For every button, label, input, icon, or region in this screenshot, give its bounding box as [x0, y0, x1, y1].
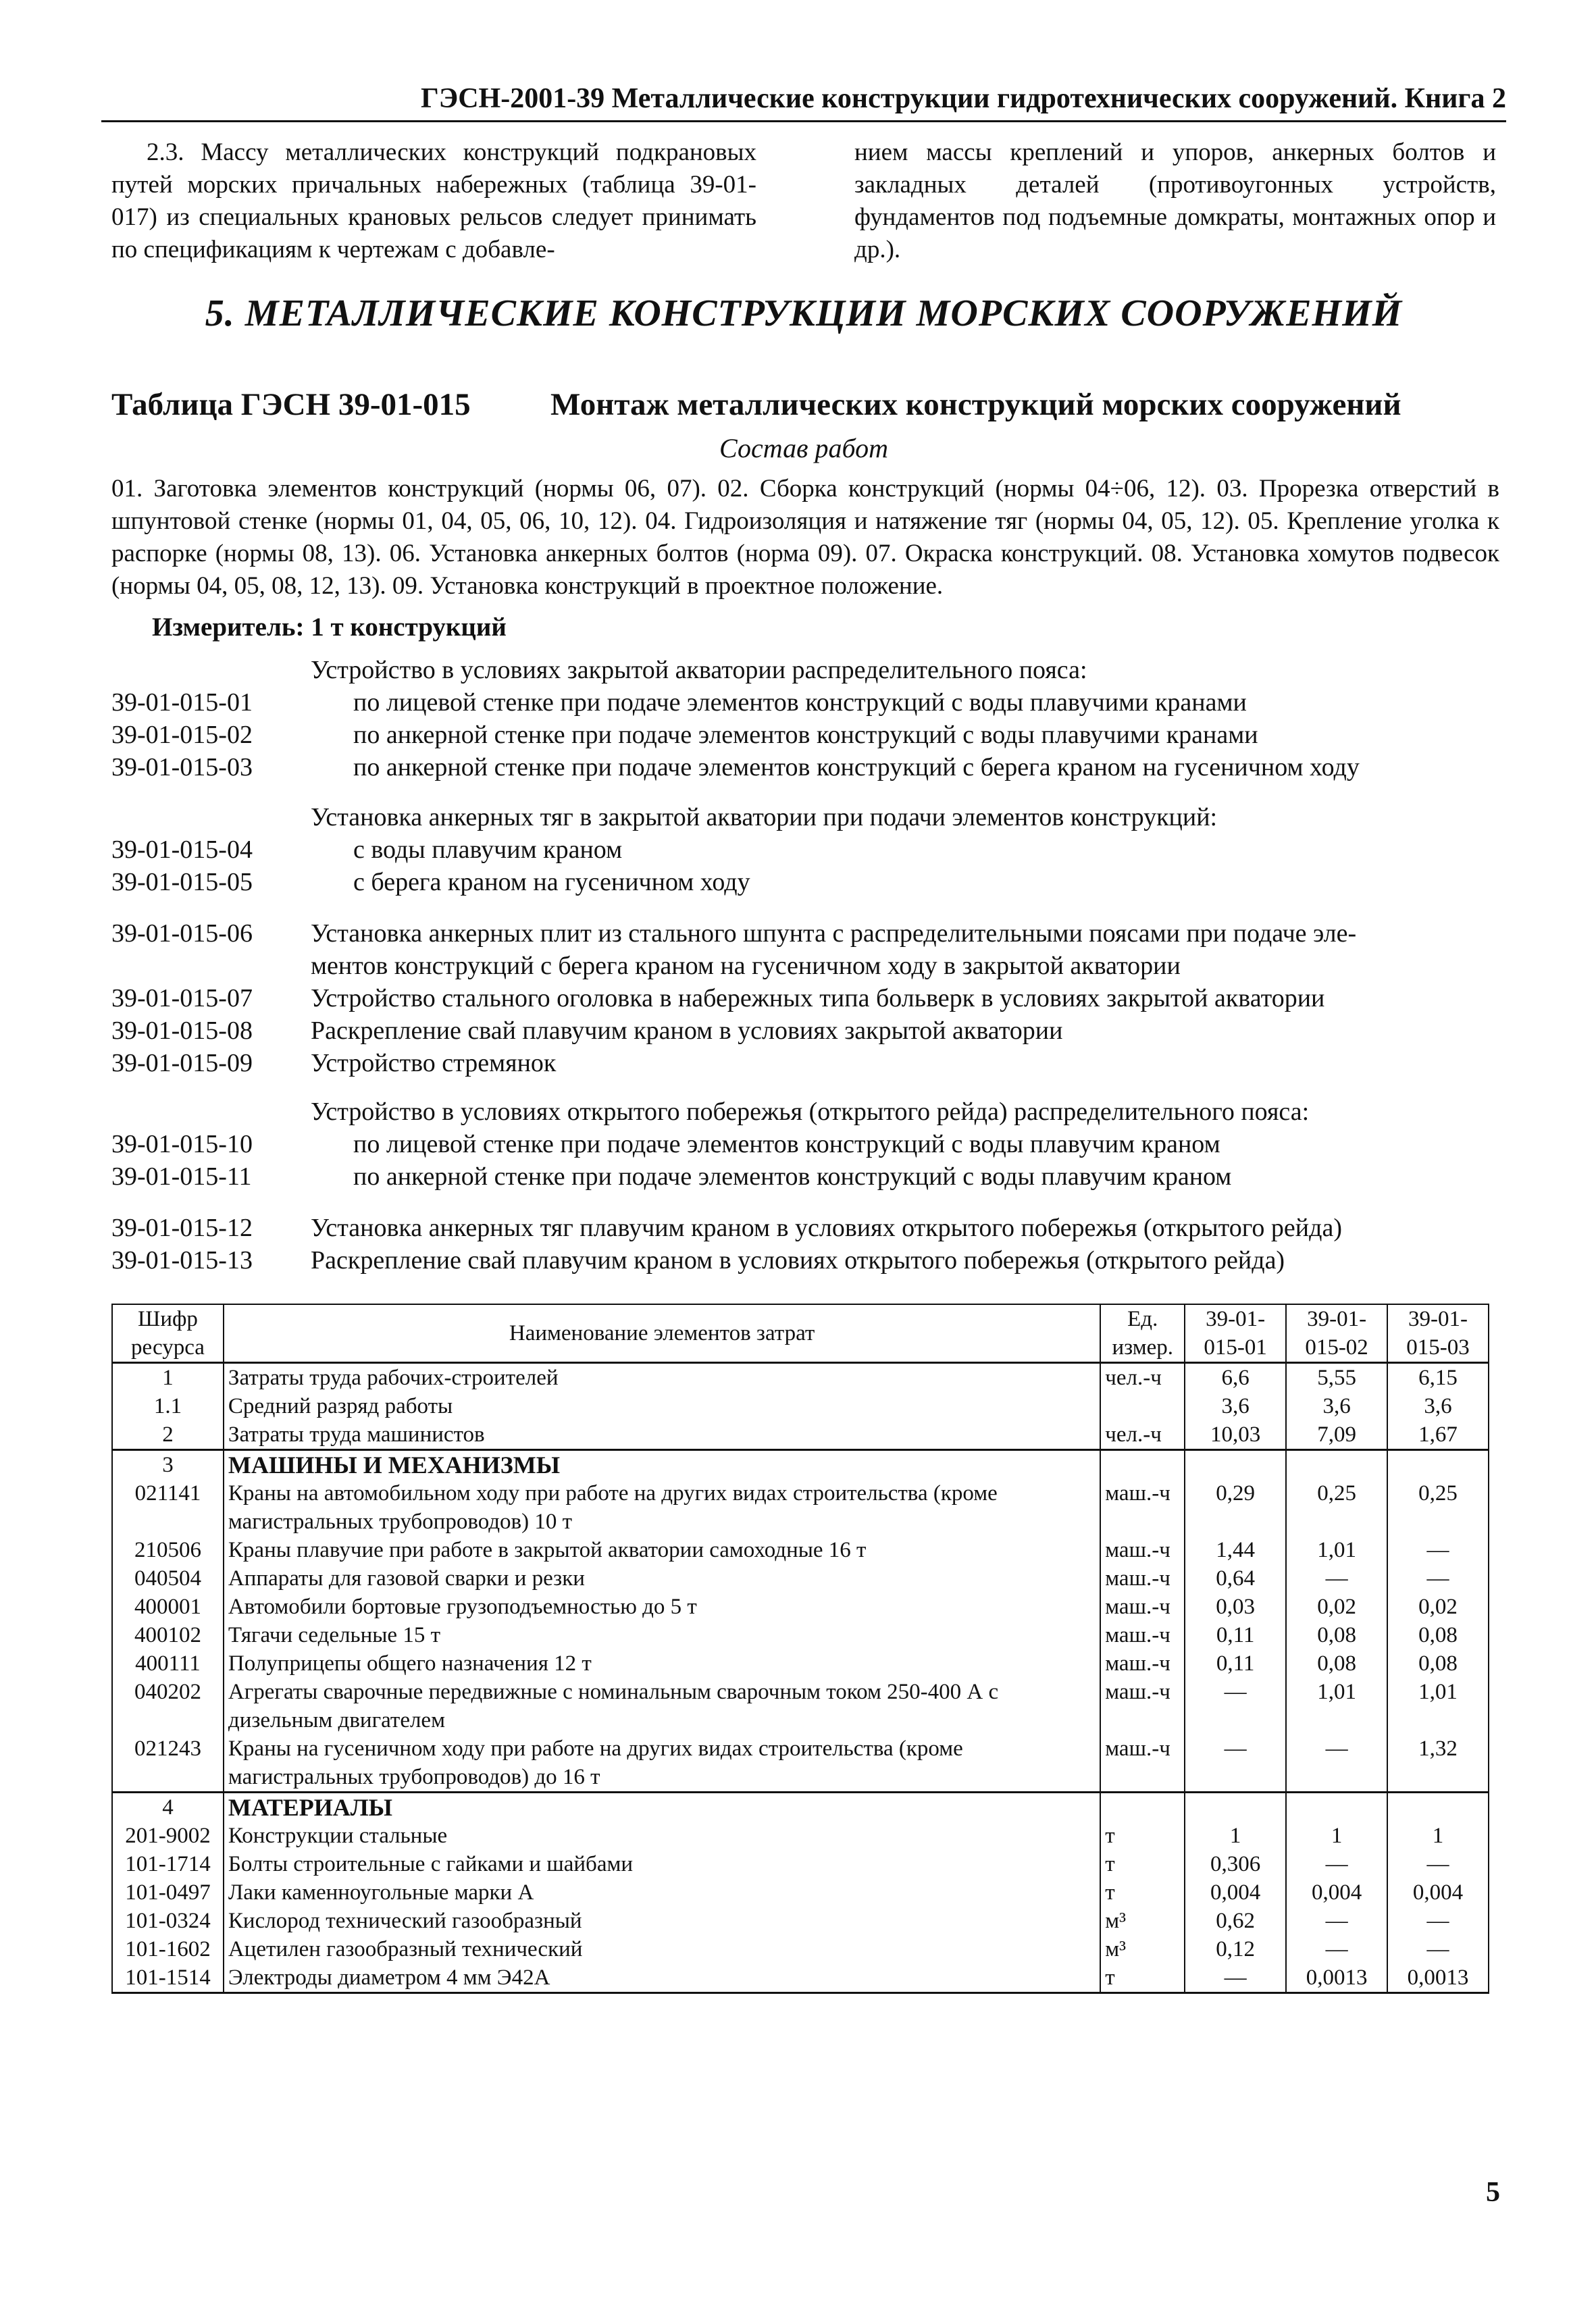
page-number: 5	[1486, 2177, 1500, 2208]
cell-value: 7,09	[1286, 1420, 1387, 1450]
table-section-row	[112, 1793, 1489, 1822]
table-row	[112, 1392, 1489, 1420]
table-body	[112, 1363, 1489, 1993]
cell-value: 0,62	[1185, 1907, 1286, 1935]
cell-code: 101-1714	[112, 1850, 224, 1878]
intro-paragraph-left: 2.3. Массу металлических конструкций подкрановых путей морских причальных набережных (таблица 39-01-017) из специальных крановых рельсов следует принимать по спецификациям к чертежам с добавле-	[111, 138, 756, 263]
work-composition-text: 01. Заготовка элементов конструкций (нормы 06, 07). 02. Сборка конструкций (нормы 04÷06, 12). 03. Прорезка отверстий в шпунтовой стенке (нормы 01, 04, 05, 06, 10, 12). 04. Гидроизоляция и натяжение тяг (нормы 04, 05, 12). 05. Крепление уголка к распорке (нормы 08, 13). 06. Установка анкерных болтов (норма 09). 07. Окраска конструкций. 08. Установка хомутов подвесок (нормы 04, 05, 08, 12, 13). 09. Установка конструкций в проектное положение.	[111, 475, 1499, 600]
cell-code: 040504	[112, 1564, 224, 1593]
norm-code: 39-01-015-07	[111, 984, 253, 1012]
cell-value: 6,15	[1387, 1363, 1489, 1393]
norm-text: с воды плавучим краном	[353, 835, 623, 864]
cell-name: Агрегаты сварочные передвижные с номинальным сварочным током 250-400 А с дизельным двигателем	[224, 1678, 1100, 1734]
header-code-line: ресурса	[131, 1335, 205, 1360]
header-unit	[1100, 1304, 1185, 1363]
cell-name: Средний разряд работы	[224, 1392, 1100, 1420]
norm-code: 39-01-015-02	[111, 721, 253, 749]
norm-code: 39-01-015-11	[111, 1162, 252, 1191]
page-header: ГЭСН-2001-39 Металлические конструкции гидротехнических сооружений. Книга 2	[101, 80, 1506, 122]
cell-value: 5,55	[1286, 1363, 1387, 1393]
cell-value: —	[1286, 1564, 1387, 1593]
cell-code: 101-1602	[112, 1935, 224, 1963]
cell-value: 0,004	[1286, 1878, 1387, 1907]
cell-value: 0,64	[1185, 1564, 1286, 1593]
cell-value: —	[1286, 1907, 1387, 1935]
norm-text: ментов конструкций с берега краном на гусеничном ходу в закрытой акватории	[311, 952, 1181, 980]
header-norm-line: 015-03	[1406, 1335, 1470, 1360]
cell-value: —	[1286, 1734, 1387, 1793]
cell-value: 0,08	[1286, 1621, 1387, 1649]
cell-value: —	[1387, 1536, 1489, 1564]
header-code	[112, 1304, 224, 1363]
cell-unit: м³	[1100, 1907, 1185, 1935]
cell-code: 3	[112, 1450, 224, 1480]
table-row	[112, 1536, 1489, 1564]
cell-value: 0,0013	[1387, 1963, 1489, 1993]
cell-value: 3,6	[1286, 1392, 1387, 1420]
cell-unit: т	[1100, 1822, 1185, 1850]
cell-unit: маш.-ч	[1100, 1536, 1185, 1564]
cell-value: 1	[1286, 1822, 1387, 1850]
norm-text: Установка анкерных тяг плавучим краном в условиях открытого побережья (открытого рейда)	[311, 1214, 1342, 1242]
cell-value: —	[1387, 1850, 1489, 1878]
norm-text: Установка анкерных плит из стального шпунта с распределительными поясами при подаче эле-	[311, 919, 1357, 948]
cell-value: 1,01	[1387, 1678, 1489, 1734]
cell-value	[1286, 1793, 1387, 1822]
cell-value: 1,01	[1286, 1678, 1387, 1734]
cell-code: 400001	[112, 1593, 224, 1621]
cell-unit: м³	[1100, 1935, 1185, 1963]
cell-unit: маш.-ч	[1100, 1734, 1185, 1793]
cell-unit: маш.-ч	[1100, 1593, 1185, 1621]
cell-value: —	[1185, 1734, 1286, 1793]
cell-value: 0,004	[1185, 1878, 1286, 1907]
cell-code: 101-1514	[112, 1963, 224, 1993]
table-row	[112, 1363, 1489, 1393]
table-row	[112, 1593, 1489, 1621]
cell-code: 2	[112, 1420, 224, 1450]
cell-value: 1	[1387, 1822, 1489, 1850]
cell-unit: т	[1100, 1878, 1185, 1907]
table-row	[112, 1621, 1489, 1649]
cell-name: Краны плавучие при работе в закрытой акватории самоходные 16 т	[224, 1536, 1100, 1564]
cell-code: 400102	[112, 1621, 224, 1649]
cell-code: 021243	[112, 1734, 224, 1793]
cell-value: 0,12	[1185, 1935, 1286, 1963]
cell-value: 1,67	[1387, 1420, 1489, 1450]
cell-value: 1	[1185, 1822, 1286, 1850]
cell-unit: маш.-ч	[1100, 1564, 1185, 1593]
cell-unit: маш.-ч	[1100, 1678, 1185, 1734]
cell-unit: маш.-ч	[1100, 1479, 1185, 1536]
cell-name: Электроды диаметром 4 мм Э42А	[224, 1963, 1100, 1993]
table-row	[112, 1850, 1489, 1878]
cell-value: 0,29	[1185, 1479, 1286, 1536]
cell-code: 201-9002	[112, 1822, 224, 1850]
cell-unit: т	[1100, 1850, 1185, 1878]
cell-value: 0,25	[1286, 1479, 1387, 1536]
norm-text: с берега краном на гусеничном ходу	[353, 868, 750, 896]
section-title: 5. МЕТАЛЛИЧЕСКИЕ КОНСТРУКЦИИ МОРСКИХ СООРУЖЕНИЙ	[205, 292, 1403, 334]
cell-section-name: МАТЕРИАЛЫ	[224, 1793, 1100, 1822]
norm-code: 39-01-015-10	[111, 1130, 253, 1158]
cell-value: 6,6	[1185, 1363, 1286, 1393]
cell-value: 0,0013	[1286, 1963, 1387, 1993]
cell-code: 1	[112, 1363, 224, 1393]
cell-code: 040202	[112, 1678, 224, 1734]
table-row	[112, 1935, 1489, 1963]
table-row	[112, 1649, 1489, 1678]
header-norm-01	[1185, 1304, 1286, 1363]
norm-code: 39-01-015-13	[111, 1246, 253, 1275]
cell-unit: маш.-ч	[1100, 1649, 1185, 1678]
header-unit-line: измер.	[1112, 1335, 1173, 1360]
norm-code: 39-01-015-12	[111, 1214, 253, 1242]
norm-code: 39-01-015-03	[111, 753, 253, 781]
header-name: Наименование элементов затрат	[224, 1304, 1100, 1363]
header-code-line: Шифр	[138, 1307, 198, 1331]
cell-value: 1,44	[1185, 1536, 1286, 1564]
cell-unit: чел.-ч	[1100, 1363, 1185, 1393]
group-heading: Устройство в условиях закрытой акватории распределительного пояса:	[311, 656, 1087, 684]
table-row	[112, 1878, 1489, 1907]
cell-unit	[1100, 1793, 1185, 1822]
header-norm-line: 015-02	[1305, 1335, 1368, 1360]
cell-value	[1387, 1450, 1489, 1480]
cell-value: 3,6	[1185, 1392, 1286, 1420]
norm-text: Раскрепление свай плавучим краном в условиях открытого побережья (открытого рейда)	[311, 1246, 1285, 1275]
table-row	[112, 1734, 1489, 1793]
cell-value: 1,01	[1286, 1536, 1387, 1564]
table-name: Монтаж металлических конструкций морских сооружений	[550, 387, 1401, 422]
header-norm-02	[1286, 1304, 1387, 1363]
cell-name: Полуприцепы общего назначения 12 т	[224, 1649, 1100, 1678]
norm-text: Раскрепление свай плавучим краном в условиях закрытой акватории	[311, 1017, 1063, 1045]
cell-value: 0,306	[1185, 1850, 1286, 1878]
cell-value: —	[1286, 1850, 1387, 1878]
header-norm-line: 39-01-	[1408, 1307, 1468, 1331]
table-row	[112, 1564, 1489, 1593]
norm-code: 39-01-015-01	[111, 688, 253, 717]
norm-text: по лицевой стенке при подаче элементов конструкций с воды плавучим краном	[353, 1130, 1220, 1158]
norm-text: Устройство стремянок	[311, 1049, 557, 1077]
cell-value: 3,6	[1387, 1392, 1489, 1420]
work-composition-title: Состав работ	[719, 433, 888, 463]
header-norm-line: 39-01-	[1307, 1307, 1367, 1331]
cell-code: 1.1	[112, 1392, 224, 1420]
cell-value: —	[1286, 1935, 1387, 1963]
cell-name: Затраты труда рабочих-строителей	[224, 1363, 1100, 1393]
cell-name: Ацетилен газообразный технический	[224, 1935, 1100, 1963]
cell-code: 210506	[112, 1536, 224, 1564]
header-norm-line: 39-01-	[1206, 1307, 1266, 1331]
cell-value: 0,11	[1185, 1649, 1286, 1678]
table-row	[112, 1420, 1489, 1450]
norm-text: по анкерной стенке при подаче элементов конструкций с воды плавучими кранами	[353, 721, 1258, 749]
cell-code: 4	[112, 1793, 224, 1822]
table-row	[112, 1907, 1489, 1935]
intro-paragraph-right: нием массы креплений и упоров, анкерных болтов и закладных деталей (противоугонных устройств, фундаментов под подъемные домкраты, монтажных опор и др.).	[854, 138, 1496, 263]
cell-value: 0,03	[1185, 1593, 1286, 1621]
cell-unit	[1100, 1392, 1185, 1420]
norm-text: по лицевой стенке при подаче элементов конструкций с воды плавучими кранами	[353, 688, 1247, 717]
cell-value: —	[1387, 1907, 1489, 1935]
cell-value	[1387, 1793, 1489, 1822]
cell-value: 10,03	[1185, 1420, 1286, 1450]
cell-unit	[1100, 1450, 1185, 1480]
cell-value: 0,25	[1387, 1479, 1489, 1536]
unit-of-measure: Измеритель: 1 т конструкций	[152, 613, 507, 642]
table-row	[112, 1678, 1489, 1734]
header-norm-03	[1387, 1304, 1489, 1363]
cell-value: 0,004	[1387, 1878, 1489, 1907]
header-unit-line: Ед.	[1127, 1307, 1158, 1331]
cell-name: Аппараты для газовой сварки и резки	[224, 1564, 1100, 1593]
cell-value: —	[1387, 1564, 1489, 1593]
norm-text: по анкерной стенке при подаче элементов конструкций с воды плавучим краном	[353, 1162, 1232, 1191]
cell-code: 400111	[112, 1649, 224, 1678]
cell-value	[1185, 1450, 1286, 1480]
norm-code: 39-01-015-04	[111, 835, 253, 864]
cell-value: 0,11	[1185, 1621, 1286, 1649]
cell-name: Конструкции стальные	[224, 1822, 1100, 1850]
cell-code: 021141	[112, 1479, 224, 1536]
cell-unit: чел.-ч	[1100, 1420, 1185, 1450]
norm-code: 39-01-015-05	[111, 868, 253, 896]
cell-value: 1,32	[1387, 1734, 1489, 1793]
cell-name: Автомобили бортовые грузоподъемностью до 5 т	[224, 1593, 1100, 1621]
norm-code: 39-01-015-06	[111, 919, 253, 948]
cell-name: Болты строительные с гайками и шайбами	[224, 1850, 1100, 1878]
cell-value: 0,02	[1286, 1593, 1387, 1621]
cell-name: Краны на автомобильном ходу при работе на других видах строительства (кроме магистральных трубопроводов) 10 т	[224, 1479, 1100, 1536]
table-row	[112, 1963, 1489, 1993]
cell-name: Затраты труда машинистов	[224, 1420, 1100, 1450]
cell-value: —	[1185, 1963, 1286, 1993]
resource-table	[111, 1304, 1489, 1994]
cell-value: —	[1387, 1935, 1489, 1963]
cell-section-name: МАШИНЫ И МЕХАНИЗМЫ	[224, 1450, 1100, 1480]
cell-value	[1185, 1793, 1286, 1822]
cell-value: 0,02	[1387, 1593, 1489, 1621]
cell-name: Кислород технический газообразный	[224, 1907, 1100, 1935]
cell-unit: маш.-ч	[1100, 1621, 1185, 1649]
table-header-row	[112, 1304, 1489, 1363]
cell-code: 101-0324	[112, 1907, 224, 1935]
norm-code: 39-01-015-08	[111, 1017, 253, 1045]
cell-value: 0,08	[1286, 1649, 1387, 1678]
group-heading: Устройство в условиях открытого побережья (открытого рейда) распределительного пояса:	[311, 1098, 1310, 1126]
cell-name: Тягачи седельные 15 т	[224, 1621, 1100, 1649]
norm-text: по анкерной стенке при подаче элементов конструкций с берега краном на гусеничном ходу	[353, 753, 1360, 781]
norm-code: 39-01-015-09	[111, 1049, 253, 1077]
table-row	[112, 1479, 1489, 1536]
cell-value: 0,08	[1387, 1649, 1489, 1678]
header-norm-line: 015-01	[1204, 1335, 1267, 1360]
cell-name: Лаки каменноугольные марки А	[224, 1878, 1100, 1907]
cell-value	[1286, 1450, 1387, 1480]
table-code: Таблица ГЭСН 39-01-015	[111, 387, 471, 422]
norm-text: Устройство стального оголовка в набережных типа больверк в условиях закрытой акватории	[311, 984, 1325, 1012]
cell-unit: т	[1100, 1963, 1185, 1993]
cell-value: —	[1185, 1678, 1286, 1734]
table-section-row	[112, 1450, 1489, 1480]
group-heading: Установка анкерных тяг в закрытой акватории при подачи элементов конструкций:	[311, 803, 1218, 831]
table-row	[112, 1822, 1489, 1850]
cell-code: 101-0497	[112, 1878, 224, 1907]
cell-name: Краны на гусеничном ходу при работе на других видах строительства (кроме магистральных трубопроводов) до 16 т	[224, 1734, 1100, 1793]
cell-value: 0,08	[1387, 1621, 1489, 1649]
